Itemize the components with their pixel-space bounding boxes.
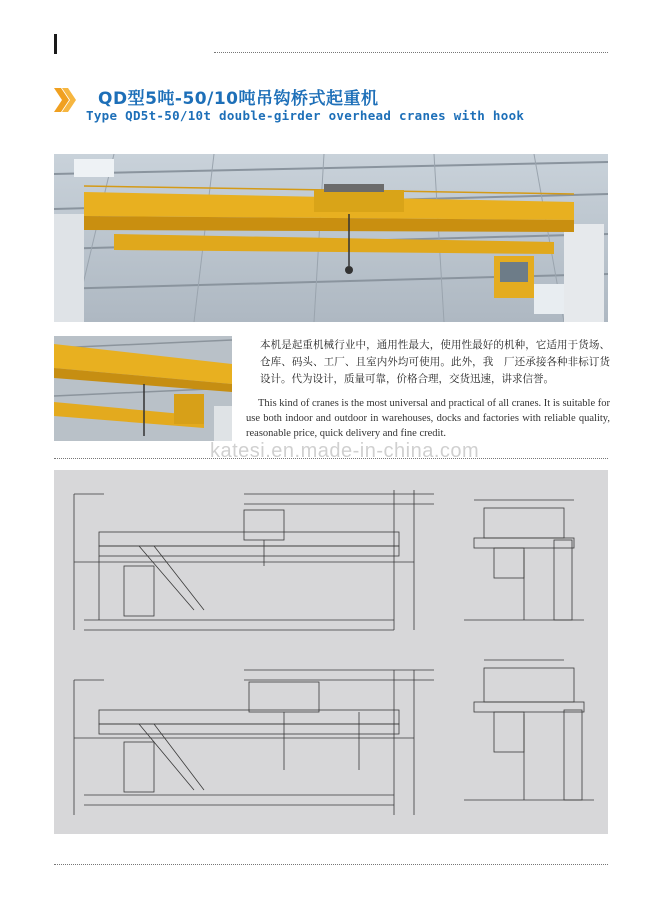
page-title-cn: QD型5吨-50/10吨吊钩桥式起重机 [98, 89, 379, 109]
drawing-side-view-2 [74, 670, 434, 815]
drawing-end-view-1 [464, 500, 584, 620]
crane-drawings [54, 470, 608, 834]
drawing-side-view-1 [74, 490, 434, 630]
page-title-en: Type QD5t-50/10t double-girder overhead cranes with hook [86, 108, 525, 123]
description-english: This kind of cranes is the most universal and practical of all cranes. It is suitable for use both indoor and outdoor in warehouses, docks and factories with reliable quality, reasonable price, quick delivery and fine credit. [246, 398, 610, 439]
watermark: katesi.en.made-in-china.com [210, 440, 480, 462]
description-chinese: 本机是起重机械行业中，通用性最大，使用性最好的机种，它适用于货场、仓库、码头、工厂、且室内外均可使用。此外，我 厂还承接各种非标订货设计。代为设计，质量可靠，价格合理，交货迅速，讲求信誉。 [260, 339, 610, 385]
engineering-drawings-panel [54, 470, 608, 834]
drawing-end-view-2 [464, 660, 594, 800]
header-divider [214, 52, 608, 53]
header-bar [54, 34, 57, 54]
crane-main-photo [54, 154, 608, 322]
chevron-icon [52, 86, 78, 114]
crane-detail-photo [54, 336, 232, 441]
footer-divider [54, 864, 608, 865]
